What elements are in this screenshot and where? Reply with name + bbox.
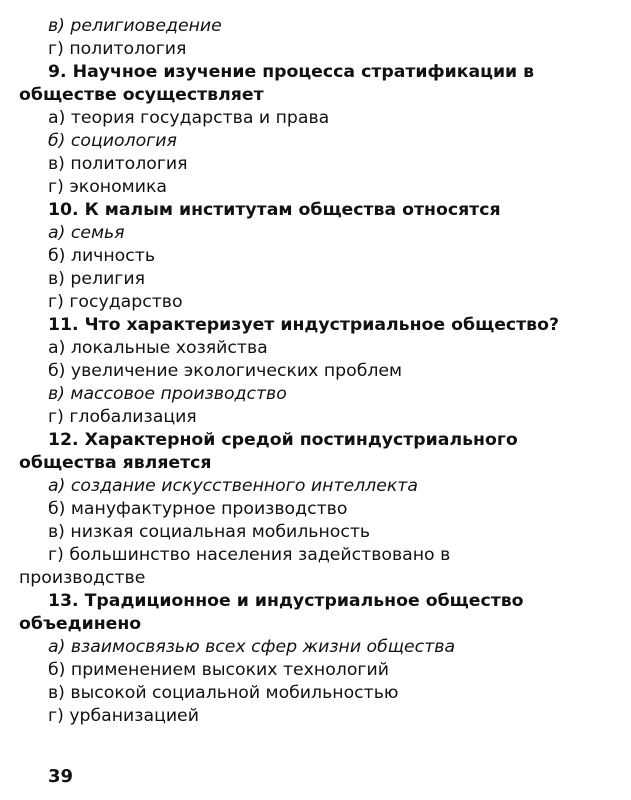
answer-option: б) увеличение экологических проблем: [48, 361, 403, 381]
answer-option: в) политология: [48, 154, 188, 174]
answer-option: г) политология: [48, 39, 187, 59]
question-13-continuation: объединено: [19, 614, 142, 634]
answer-option: в) высокой социальной мобильностью: [48, 683, 399, 703]
answer-option: в) низкая социальная мобильность: [48, 522, 371, 542]
answer-option-highlighted: а) семья: [48, 223, 125, 243]
answer-option: б) личность: [48, 246, 156, 266]
answer-option: в) религия: [48, 269, 146, 289]
question-12-continuation: общества является: [19, 453, 212, 473]
answer-option: б) применением высоких технологий: [48, 660, 389, 680]
question-11: 11. Что характеризует индустриальное общество?: [48, 315, 560, 335]
question-10: 10. К малым институтам общества относятся: [48, 200, 501, 220]
page-number: 39: [48, 766, 74, 787]
question-13: 13. Традиционное и индустриальное общество: [48, 591, 524, 611]
answer-option: г) большинство населения задействовано в: [48, 545, 451, 565]
answer-option: г) экономика: [48, 177, 167, 197]
answer-option-highlighted: в) массовое производство: [48, 384, 287, 404]
answer-option: а) теория государства и права: [48, 108, 330, 128]
question-9-continuation: обществе осуществляет: [19, 85, 264, 105]
answer-option: г) государство: [48, 292, 183, 312]
answer-option: г) глобализация: [48, 407, 197, 427]
answer-option: б) мануфактурное производство: [48, 499, 348, 519]
question-9: 9. Научное изучение процесса стратификации в: [48, 62, 535, 82]
answer-option-highlighted: а) создание искусственного интеллекта: [48, 476, 418, 496]
question-12: 12. Характерной средой постиндустриального: [48, 430, 518, 450]
answer-option-continuation: производстве: [19, 568, 146, 588]
answer-option-highlighted: а) взаимосвязью всех сфер жизни общества: [48, 637, 456, 657]
answer-option: а) локальные хозяйства: [48, 338, 268, 358]
answer-option-highlighted: б) социология: [48, 131, 177, 151]
answer-option: в) религиоведение: [48, 16, 222, 36]
answer-option: г) урбанизацией: [48, 706, 199, 726]
